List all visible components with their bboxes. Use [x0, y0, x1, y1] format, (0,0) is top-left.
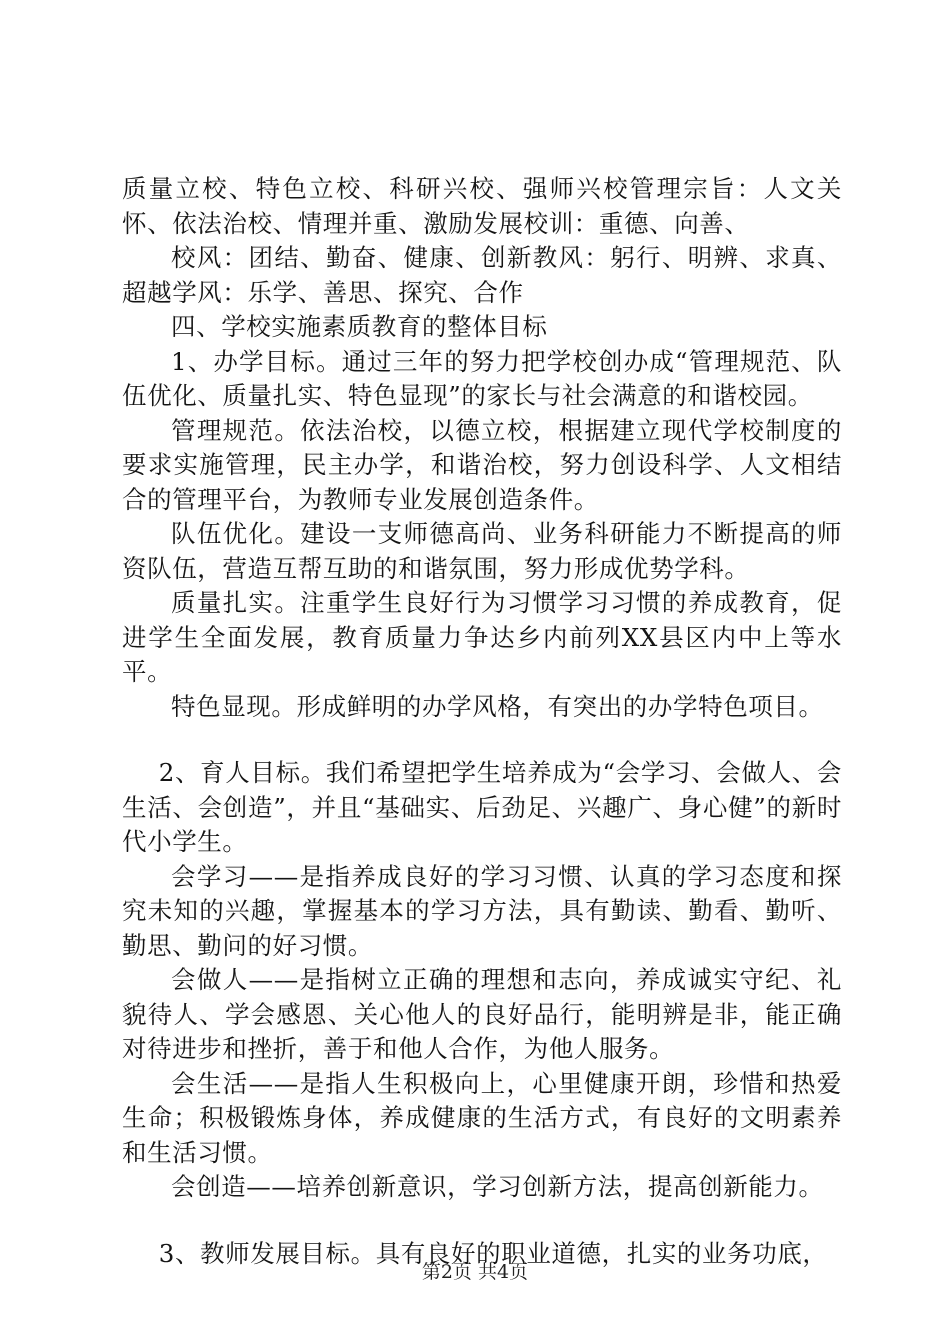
- paragraph-teacher-development-goal: 3、教师发展目标。具有良好的职业道德，扎实的业务功底，: [158, 1238, 828, 1268]
- paragraph-spacer: [122, 724, 842, 756]
- section-heading-overall-goals: 四、学校实施素质教育的整体目标: [171, 312, 548, 341]
- paragraph-learn-to-create: 会创造——培养创新意识，学习创新方法，提高创新能力。: [171, 1172, 824, 1201]
- document-body: [122, 172, 842, 1271]
- paragraph-distinctive-features: 特色显现。形成鲜明的办学风格，有突出的办学特色项目。: [171, 691, 824, 721]
- paragraph-standardized-management: 管理规范。依法治校，以德立校，根据建立现代学校制度的要求实施管理，民主办学，和谐治校，努力创设科学、人文相结合的管理平台，为教师专业发展创造条件。: [122, 415, 842, 514]
- paragraph-learn-to-learn: 会学习——是指养成良好的学习习惯、认真的学习态度和探究未知的兴趣，掌握基本的学习方法，具有勤读、勤看、勤听、勤思、勤问的好习惯。: [122, 861, 842, 960]
- paragraph-education-goal: 2、育人目标。我们希望把学生培养成为“会学习、会做人、会生活、会创造”，并且“基础实、后劲足、兴趣广、身心健”的新时代小学生。: [122, 758, 842, 856]
- page-number-footer: 第2页 共4页: [421, 1261, 529, 1283]
- paragraph-management-tenets: 质量立校、特色立校、科研兴校、强师兴校管理宗旨：人文关怀、依法治校、情理并重、激励发展校训：重德、向善、: [122, 174, 842, 238]
- paragraph-solid-quality: 质量扎实。注重学生良好行为习惯学习习惯的养成教育，促进学生全面发展，教育质量力争达乡内前列XX县区内中上等水平。: [122, 588, 842, 686]
- paragraph-learn-to-live: 会生活——是指人生积极向上，心里健康开朗，珍惜和热爱生命；积极锻炼身体，养成健康的生活方式，有良好的文明素养和生活习惯。: [122, 1068, 842, 1167]
- paragraph-team-optimization: 队伍优化。建设一支师德高尚、业务科研能力不断提高的师资队伍，营造互帮互助的和谐氛围，努力形成优势学科。: [122, 519, 842, 583]
- paragraph-school-style: 校风：团结、勤奋、健康、创新教风：躬行、明辨、求真、超越学风：乐学、善思、探究、合作: [122, 243, 842, 307]
- paragraph-spacer: [122, 1205, 842, 1237]
- paragraph-learn-to-behave: 会做人——是指树立正确的理想和志向，养成诚实守纪、礼貌待人、学会感恩、关心他人的良好品行，能明辨是非，能正确对待进步和挫折，善于和他人合作，为他人服务。: [122, 965, 842, 1063]
- paragraph-school-running-goal: 1、办学目标。通过三年的努力把学校创办成“管理规范、队伍优化、质量扎实、特色显现”的家长与社会满意的和谐校园。: [122, 346, 842, 410]
